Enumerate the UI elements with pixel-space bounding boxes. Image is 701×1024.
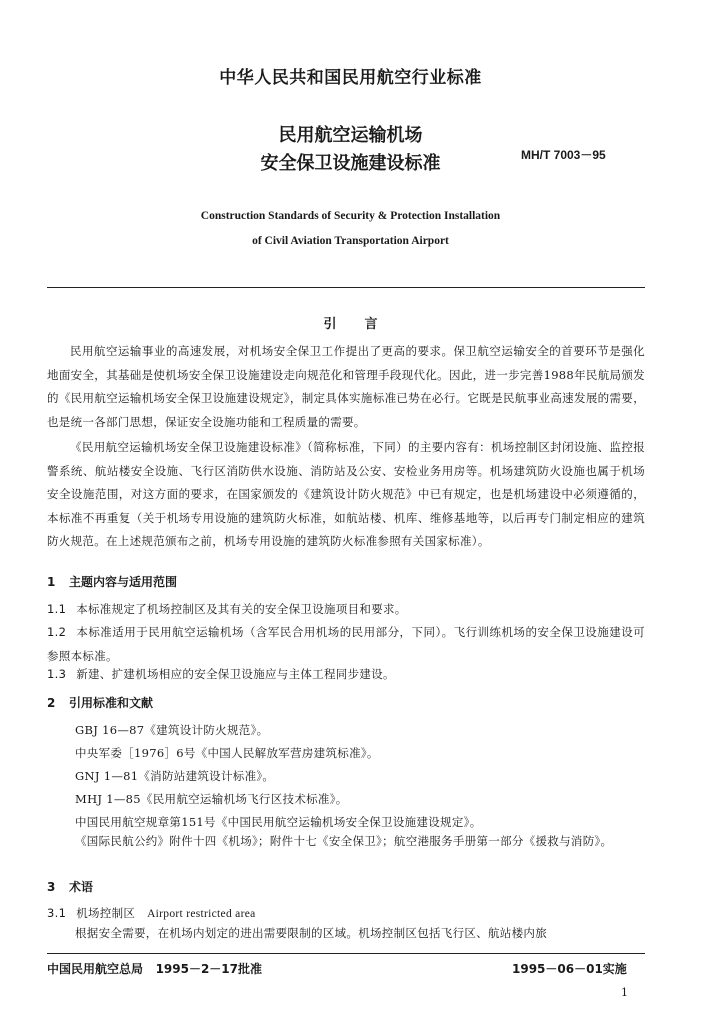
page-number: 1 [621, 986, 628, 999]
intro-paragraph-2: 《民用航空运输机场安全保卫设施建设标准》（简称标准，下同）的主要内容有：机场控制区封闭设施、监控报警系统、航站楼安全设施、飞行区消防供水设施、消防站及公安、安检业务用房等。机场建筑防火设施也属于机场安全设施范围，对这方面的要求，在国家颁发的《建筑设计防火规范》中已有规定，也是机场建设中必须遵循的，本标准不再重复（关于机场专用设施的建筑防火标准，如航站楼、机库、维修基地等，以后再专门制定相应的建筑防火规范。在上述规范颁布之前，机场专用设施的建筑防火标准参照有关国家标准）。 [47, 440, 645, 548]
reference-item: 《国际民航公约》附件十四《机场》；附件十七《安全保卫》；航空港服务手册第一部分《援救与消防》。 [75, 834, 613, 848]
header-divider [47, 287, 645, 288]
footer-divider [47, 953, 645, 954]
item-text: 本标准适用于民用航空运输机场（含军民合用机场的民用部分，下同）。飞行训练机场的安全保卫设施建设可参照本标准。 [47, 625, 645, 663]
english-title-line2: of Civil Aviation Transportation Airport [252, 235, 449, 247]
item-number: 1.2 [47, 625, 67, 639]
term-number: 3.1 [47, 906, 67, 920]
section-title: 主题内容与适用范围 [69, 575, 178, 589]
term-english: Airport restricted area [147, 908, 256, 920]
section-number: 2 [47, 696, 56, 710]
term-definition: 根据安全需要，在机场内划定的进出需要限制的区域。机场控制区包括飞行区、航站楼内旅 [75, 926, 547, 940]
item-number: 1.1 [47, 602, 67, 616]
industry-standard-title: 中华人民共和国民用航空行业标准 [219, 68, 482, 88]
reference-item: GNJ 1—81《消防站建筑设计标准》。 [75, 769, 275, 783]
issuer: 中国民用航空总局 [47, 962, 144, 976]
section-2-heading [47, 694, 153, 711]
footer-approval [47, 960, 262, 977]
section-3-heading [47, 878, 93, 895]
list-item [47, 598, 645, 622]
intro-heading: 引言 [323, 317, 406, 332]
section-title: 引用标准和文献 [69, 696, 154, 710]
intro-paragraph-1: 民用航空运输事业的高速发展，对机场安全保卫工作提出了更高的要求。保卫航空运输安全的首要环节是强化地面安全，其基础是使机场安全保卫设施建设走向规范化和管理手段现代化。因此，进一步完善1988年民航局颁发的《民用航空运输机场安全保卫设施建设规定》，制定具体实施标准已势在必行。它既是民航事业高速发展的需要，也是统一各部门思想，保证安全设施功能和工程质量的需要。 [47, 344, 645, 429]
term-chinese: 机场控制区 [76, 906, 136, 920]
item-number: 1.3 [47, 667, 67, 681]
reference-item: MHJ 1—85《民用航空运输机场飞行区技术标准》。 [75, 792, 348, 806]
item-text: 本标准规定了机场控制区及其有关的安全保卫设施项目和要求。 [76, 602, 407, 616]
document-title-line1: 民用航空运输机场 [278, 125, 423, 146]
reference-item: 中国民用航空规章第151号《中国民用航空运输机场安全保卫设施建设规定》。 [75, 815, 482, 829]
section-1-heading [47, 573, 177, 590]
item-text: 新建、扩建机场相应的安全保卫设施应与主体工程同步建设。 [76, 667, 395, 681]
list-item [47, 663, 645, 687]
standard-code: MH/T 7003－95 [521, 148, 606, 162]
section-title: 术语 [69, 880, 94, 894]
approval-date: 1995－2－17批准 [155, 962, 263, 976]
reference-item: 中央军委［1976］6号《中国人民解放军营房建筑标准》。 [75, 746, 379, 760]
section-number: 1 [47, 575, 56, 589]
section-number: 3 [47, 880, 56, 894]
list-item [47, 621, 645, 668]
document-title-line2: 安全保卫设施建设标准 [260, 153, 441, 174]
english-title-line1: Construction Standards of Security & Protection Installation [200, 210, 501, 222]
reference-item: GBJ 16—87《建筑设计防火规范》。 [75, 723, 269, 737]
implementation-date: 1995－06－01实施 [512, 962, 627, 976]
